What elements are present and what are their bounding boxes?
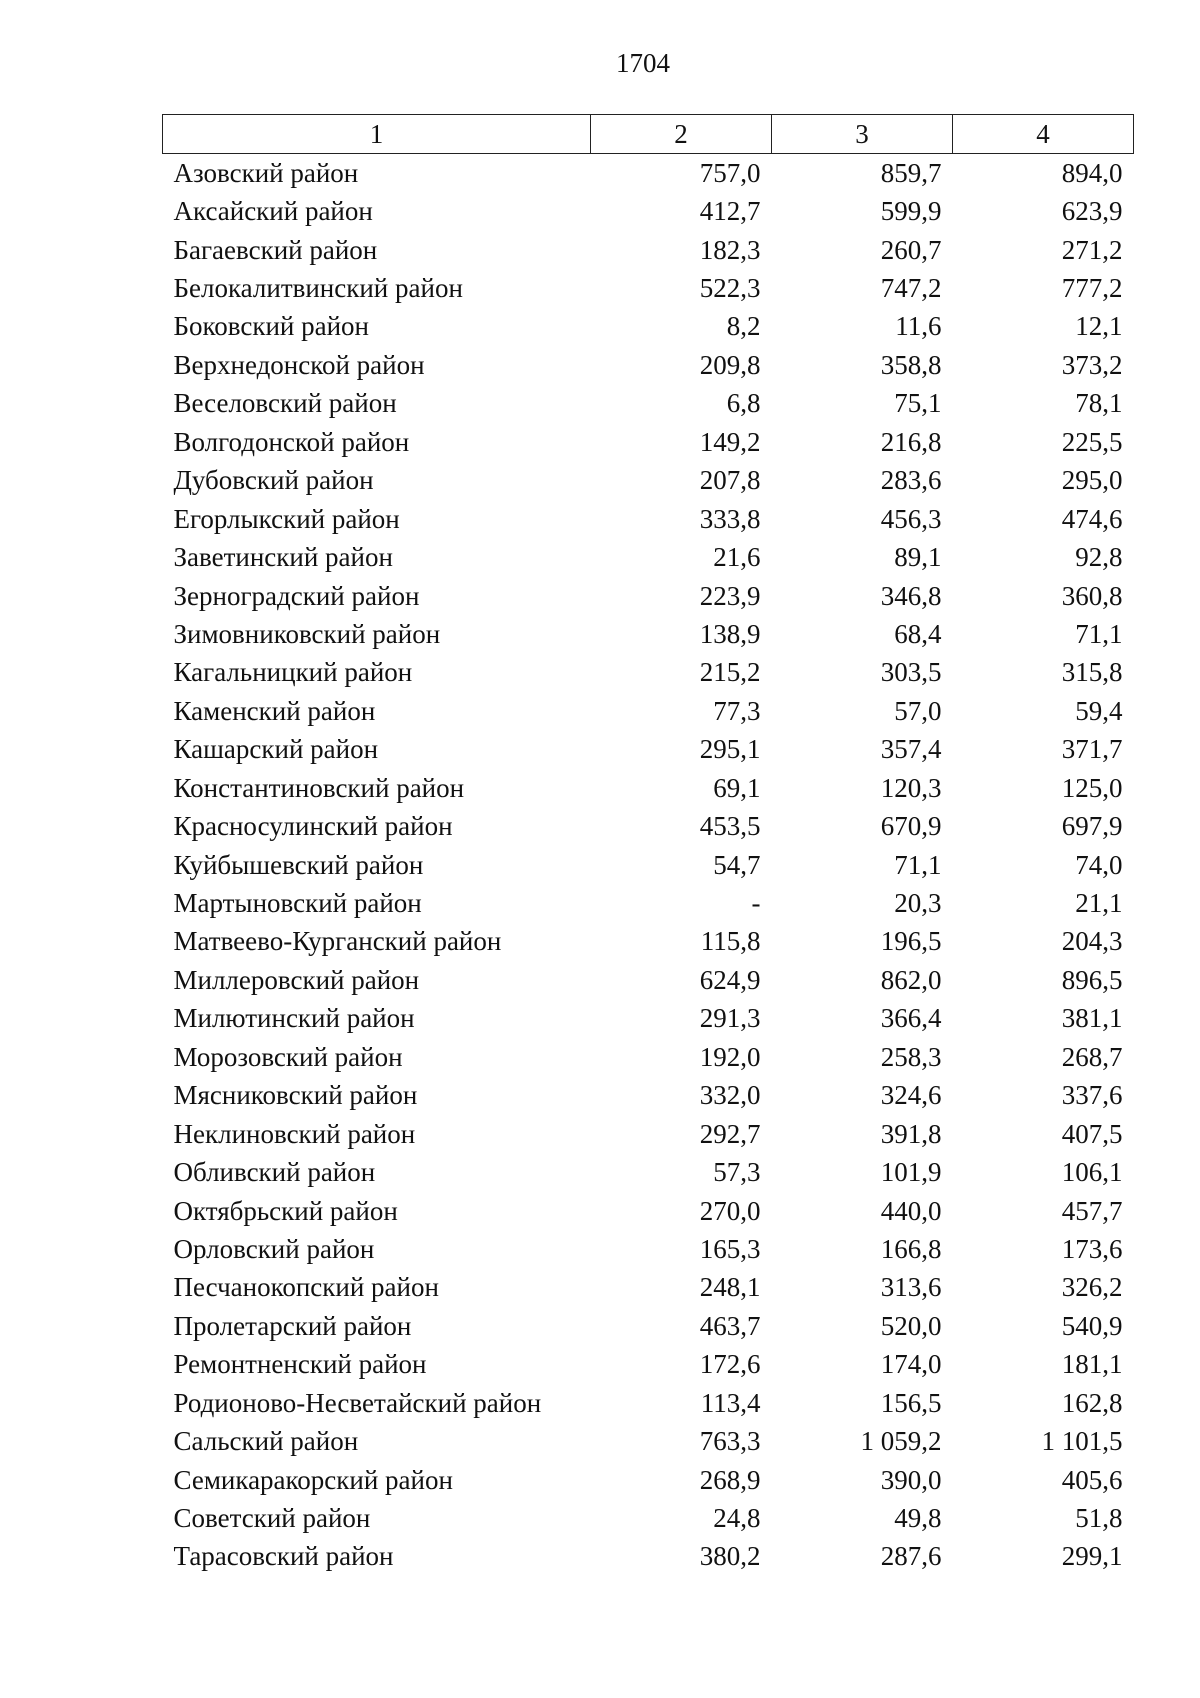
value-col3-cell: 71,1 <box>894 849 942 880</box>
value-col2-cell: 295,1 <box>699 734 761 765</box>
value-col3-cell: 196,5 <box>880 926 942 957</box>
district-name-cell: Миллеровский район <box>173 964 420 995</box>
value-col3-cell: 260,7 <box>880 234 942 265</box>
district-name-cell: Боковский район <box>173 311 369 342</box>
district-name-cell: Мясниковский район <box>173 1080 418 1111</box>
value-col3-cell: 313,6 <box>880 1272 942 1303</box>
value-col4-cell: 337,6 <box>1061 1080 1123 1111</box>
table-row <box>163 1153 1134 1191</box>
value-col3-cell: 75,1 <box>894 388 942 419</box>
table-row <box>163 1422 1134 1460</box>
value-col3-cell: 57,0 <box>894 695 942 726</box>
value-col4-cell: 1 101,5 <box>1041 1426 1123 1457</box>
district-name-cell: Сальский район <box>173 1426 359 1457</box>
district-name-cell: Волгодонской район <box>173 426 410 457</box>
table-row <box>163 769 1134 807</box>
table-row <box>163 1077 1134 1115</box>
value-col3-cell: 747,2 <box>880 273 942 304</box>
district-name-cell: Азовский район <box>173 157 359 188</box>
district-name-cell: Зерноградский район <box>173 580 420 611</box>
table-row <box>163 231 1134 269</box>
table-row <box>163 807 1134 845</box>
district-name-cell: Кашарский район <box>173 734 379 765</box>
table-row <box>163 1230 1134 1268</box>
table-row <box>163 1269 1134 1307</box>
district-name-cell: Мартыновский район <box>173 888 422 919</box>
value-col2-cell: 138,9 <box>699 618 761 649</box>
district-name-cell: Куйбышевский район <box>173 849 424 880</box>
table-row <box>163 192 1134 230</box>
value-col4-cell: 315,8 <box>1061 657 1123 688</box>
value-col2-cell: 77,3 <box>713 695 761 726</box>
value-col4-cell: 204,3 <box>1061 926 1123 957</box>
value-col4-cell: 697,9 <box>1061 811 1123 842</box>
value-col2-cell: 24,8 <box>713 1503 761 1534</box>
value-col3-cell: 216,8 <box>880 426 942 457</box>
value-col3-cell: 520,0 <box>880 1310 942 1341</box>
value-col2-cell: 292,7 <box>699 1118 761 1149</box>
value-col4-cell: 59,4 <box>1075 695 1123 726</box>
table-row <box>163 538 1134 576</box>
value-col2-cell: 463,7 <box>699 1310 761 1341</box>
district-name-cell: Песчанокопский район <box>173 1272 439 1303</box>
table-body <box>163 154 1134 1577</box>
value-col3-cell: 366,4 <box>880 1003 942 1034</box>
table-row <box>163 269 1134 307</box>
table-row <box>163 884 1134 922</box>
table-row <box>163 731 1134 769</box>
value-col3-cell: 862,0 <box>880 964 942 995</box>
value-col4-cell: 181,1 <box>1061 1349 1123 1380</box>
data-table <box>162 114 1134 1576</box>
value-col3-cell: 49,8 <box>894 1503 942 1534</box>
table-row <box>163 577 1134 615</box>
table-row <box>163 1384 1134 1422</box>
value-col4-cell: 623,9 <box>1061 196 1123 227</box>
value-col2-cell: 182,3 <box>699 234 761 265</box>
table-row <box>163 1538 1134 1576</box>
value-col3-cell: 303,5 <box>880 657 942 688</box>
value-col3-cell: 287,6 <box>880 1541 942 1572</box>
value-col4-cell: 71,1 <box>1075 618 1123 649</box>
value-col4-cell: 457,7 <box>1061 1195 1123 1226</box>
district-name-cell: Пролетарский район <box>173 1310 412 1341</box>
value-col3-cell: 346,8 <box>880 580 942 611</box>
value-col4-cell: 295,0 <box>1061 465 1123 496</box>
value-col2-cell: 54,7 <box>713 849 761 880</box>
value-col4-cell: 407,5 <box>1061 1118 1123 1149</box>
table-row <box>163 346 1134 384</box>
value-col4-cell: 405,6 <box>1061 1464 1123 1495</box>
value-col2-cell: - <box>751 888 761 919</box>
value-col2-cell: 453,5 <box>699 811 761 842</box>
table-row <box>163 654 1134 692</box>
table-row <box>163 1000 1134 1038</box>
value-col3-cell: 258,3 <box>880 1041 942 1072</box>
value-col4-cell: 896,5 <box>1061 964 1123 995</box>
value-col4-cell: 894,0 <box>1061 157 1123 188</box>
value-col2-cell: 215,2 <box>699 657 761 688</box>
district-name-cell: Егорлыкский район <box>173 503 400 534</box>
value-col2-cell: 165,3 <box>699 1233 761 1264</box>
value-col2-cell: 172,6 <box>699 1349 761 1380</box>
value-col3-cell: 166,8 <box>880 1233 942 1264</box>
value-col2-cell: 624,9 <box>699 964 761 995</box>
value-col3-cell: 68,4 <box>894 618 942 649</box>
district-name-cell: Октябрьский район <box>173 1195 398 1226</box>
district-name-cell: Матвеево-Курганский район <box>173 926 502 957</box>
district-name-cell: Веселовский район <box>173 388 397 419</box>
value-col4-cell: 51,8 <box>1075 1503 1123 1534</box>
value-col3-cell: 120,3 <box>880 772 942 803</box>
district-name-cell: Верхнедонской район <box>173 349 425 380</box>
district-name-cell: Багаевский район <box>173 234 378 265</box>
value-col3-cell: 283,6 <box>880 465 942 496</box>
table-row <box>163 846 1134 884</box>
district-name-cell: Белокалитвинский район <box>173 273 463 304</box>
value-col2-cell: 6,8 <box>726 388 761 419</box>
table-row <box>163 385 1134 423</box>
value-col4-cell: 162,8 <box>1061 1387 1123 1418</box>
district-name-cell: Красносулинский район <box>173 811 453 842</box>
table-row <box>163 154 1134 193</box>
value-col4-cell: 125,0 <box>1061 772 1123 803</box>
column-header-2: 2 <box>591 115 772 154</box>
header-row <box>163 115 1134 154</box>
table-row <box>163 423 1134 461</box>
value-col2-cell: 757,0 <box>699 157 761 188</box>
district-name-cell: Тарасовский район <box>173 1541 394 1572</box>
column-header-3: 3 <box>772 115 953 154</box>
value-col3-cell: 391,8 <box>880 1118 942 1149</box>
value-col4-cell: 225,5 <box>1061 426 1123 457</box>
value-col2-cell: 207,8 <box>699 465 761 496</box>
table-row <box>163 462 1134 500</box>
value-col4-cell: 360,8 <box>1061 580 1123 611</box>
value-col4-cell: 173,6 <box>1061 1233 1123 1264</box>
district-name-cell: Советский район <box>173 1503 371 1534</box>
value-col3-cell: 358,8 <box>880 349 942 380</box>
table-row <box>163 500 1134 538</box>
district-name-cell: Морозовский район <box>173 1041 403 1072</box>
column-header-1: 1 <box>163 115 591 154</box>
district-name-cell: Обливский район <box>173 1157 376 1188</box>
value-col3-cell: 456,3 <box>880 503 942 534</box>
value-col4-cell: 78,1 <box>1075 388 1123 419</box>
value-col3-cell: 1 059,2 <box>860 1426 942 1457</box>
district-name-cell: Константиновский район <box>173 772 465 803</box>
district-name-cell: Ремонтненский район <box>173 1349 427 1380</box>
table-row <box>163 1499 1134 1537</box>
table-row <box>163 1038 1134 1076</box>
value-col3-cell: 156,5 <box>880 1387 942 1418</box>
value-col3-cell: 357,4 <box>880 734 942 765</box>
value-col2-cell: 248,1 <box>699 1272 761 1303</box>
table-row <box>163 923 1134 961</box>
value-col3-cell: 174,0 <box>880 1349 942 1380</box>
value-col3-cell: 89,1 <box>894 542 942 573</box>
value-col3-cell: 599,9 <box>880 196 942 227</box>
value-col2-cell: 57,3 <box>713 1157 761 1188</box>
value-col2-cell: 380,2 <box>699 1541 761 1572</box>
value-col2-cell: 113,4 <box>700 1387 761 1418</box>
value-col4-cell: 326,2 <box>1061 1272 1123 1303</box>
value-col2-cell: 291,3 <box>699 1003 761 1034</box>
value-col4-cell: 373,2 <box>1061 349 1123 380</box>
value-col4-cell: 21,1 <box>1075 888 1123 919</box>
value-col3-cell: 440,0 <box>880 1195 942 1226</box>
district-name-cell: Орловский район <box>173 1233 375 1264</box>
value-col2-cell: 763,3 <box>699 1426 761 1457</box>
value-col2-cell: 21,6 <box>713 542 761 573</box>
value-col2-cell: 223,9 <box>699 580 761 611</box>
value-col2-cell: 268,9 <box>699 1464 761 1495</box>
table-row <box>163 1115 1134 1153</box>
value-col3-cell: 20,3 <box>894 888 942 919</box>
value-col2-cell: 8,2 <box>726 311 761 342</box>
value-col2-cell: 333,8 <box>699 503 761 534</box>
district-name-cell: Каменский район <box>173 695 376 726</box>
table-row <box>163 308 1134 346</box>
table-row <box>163 1307 1134 1345</box>
column-header-4: 4 <box>953 115 1134 154</box>
table-row <box>163 692 1134 730</box>
table-row <box>163 615 1134 653</box>
table-row <box>163 961 1134 999</box>
district-name-cell: Заветинский район <box>173 542 393 573</box>
district-name-cell: Неклиновский район <box>173 1118 416 1149</box>
page-number: 1704 <box>616 48 670 78</box>
district-name-cell: Кагальницкий район <box>173 657 413 688</box>
value-col4-cell: 540,9 <box>1061 1310 1123 1341</box>
value-col3-cell: 11,6 <box>895 311 942 342</box>
district-name-cell: Дубовский район <box>173 465 374 496</box>
table-header <box>163 115 1134 154</box>
value-col2-cell: 332,0 <box>699 1080 761 1111</box>
value-col2-cell: 192,0 <box>699 1041 761 1072</box>
value-col4-cell: 92,8 <box>1075 542 1123 573</box>
value-col4-cell: 371,7 <box>1061 734 1123 765</box>
value-col2-cell: 115,8 <box>700 926 761 957</box>
district-name-cell: Милютинский район <box>173 1003 415 1034</box>
district-name-cell: Зимовниковский район <box>173 618 441 649</box>
value-col4-cell: 777,2 <box>1061 273 1123 304</box>
value-col2-cell: 149,2 <box>699 426 761 457</box>
value-col4-cell: 268,7 <box>1061 1041 1123 1072</box>
value-col2-cell: 209,8 <box>699 349 761 380</box>
district-name-cell: Аксайский район <box>173 196 373 227</box>
value-col2-cell: 412,7 <box>699 196 761 227</box>
value-col3-cell: 390,0 <box>880 1464 942 1495</box>
value-col4-cell: 474,6 <box>1061 503 1123 534</box>
value-col4-cell: 106,1 <box>1061 1157 1123 1188</box>
value-col2-cell: 270,0 <box>699 1195 761 1226</box>
value-col3-cell: 101,9 <box>880 1157 942 1188</box>
value-col3-cell: 670,9 <box>880 811 942 842</box>
value-col4-cell: 271,2 <box>1061 234 1123 265</box>
value-col3-cell: 859,7 <box>880 157 942 188</box>
value-col2-cell: 69,1 <box>713 772 761 803</box>
table-row <box>163 1192 1134 1230</box>
table-row <box>163 1461 1134 1499</box>
value-col4-cell: 381,1 <box>1061 1003 1123 1034</box>
value-col2-cell: 522,3 <box>699 273 761 304</box>
table-row <box>163 1346 1134 1384</box>
district-name-cell: Родионово-Несветайский район <box>173 1387 542 1418</box>
district-name-cell: Семикаракорский район <box>173 1464 453 1495</box>
value-col4-cell: 12,1 <box>1075 311 1123 342</box>
value-col4-cell: 74,0 <box>1075 849 1123 880</box>
value-col4-cell: 299,1 <box>1061 1541 1123 1572</box>
value-col3-cell: 324,6 <box>880 1080 942 1111</box>
